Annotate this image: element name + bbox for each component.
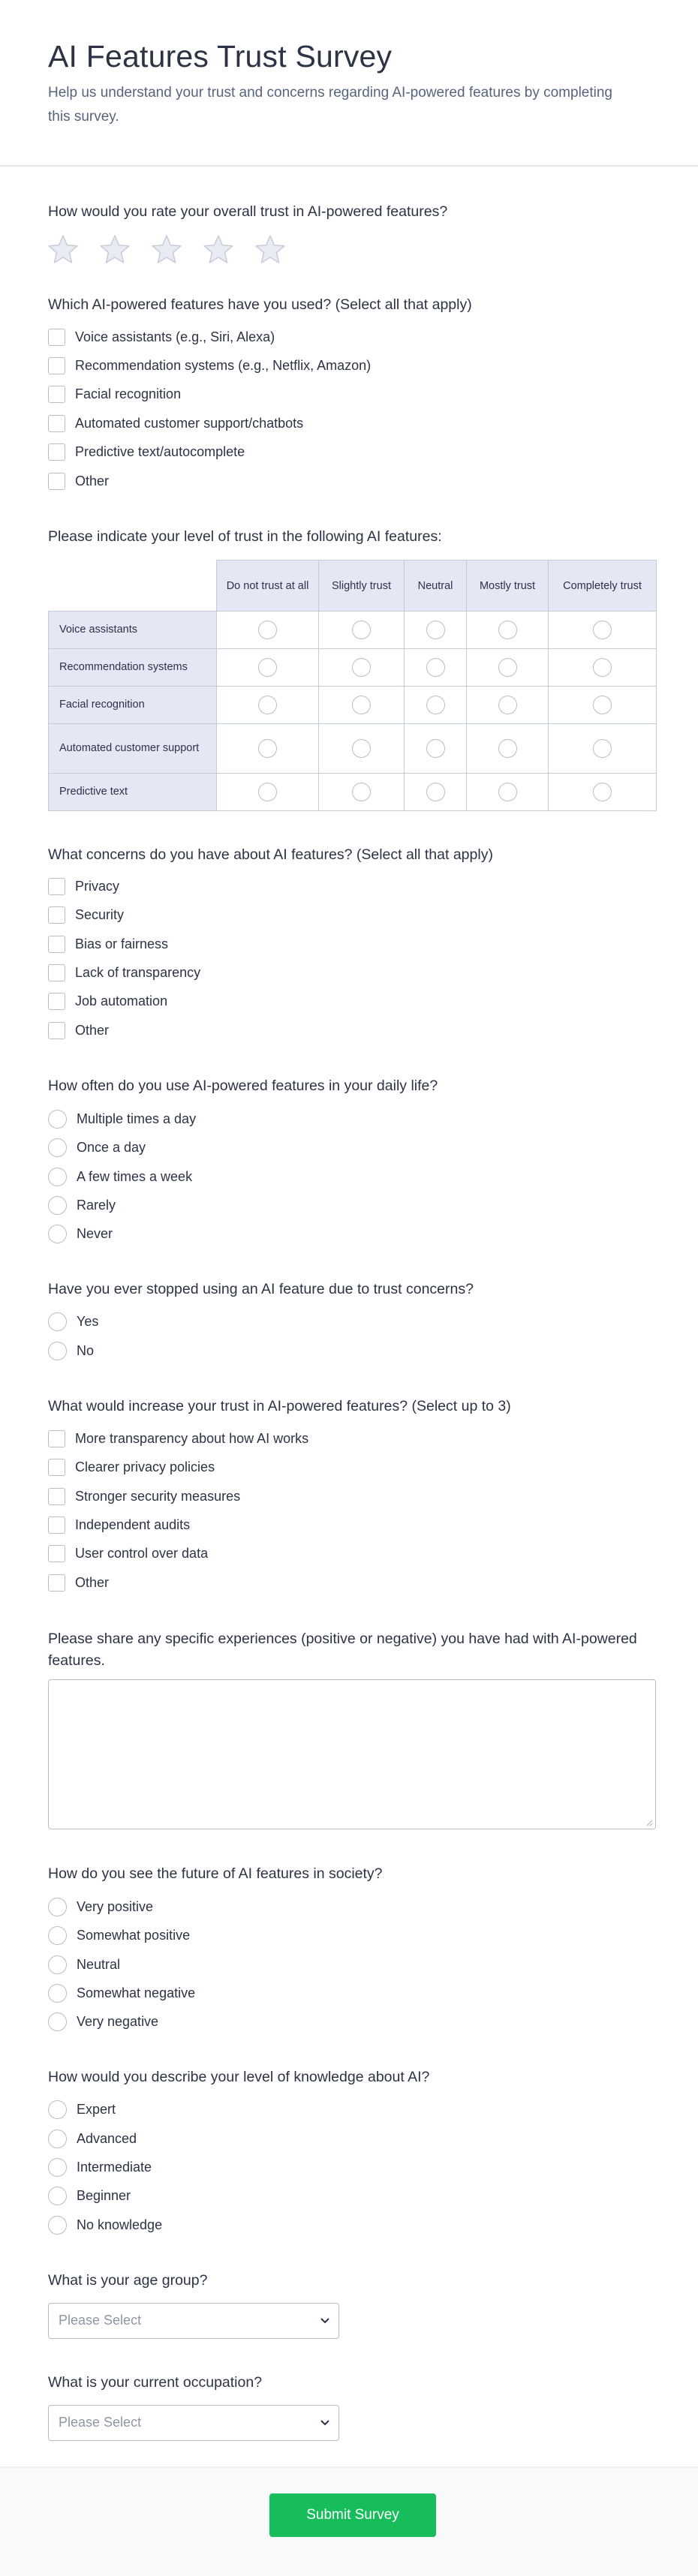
matrix-row-label: Automated customer support <box>49 724 217 774</box>
q11-label: What is your age group? <box>48 2272 208 2289</box>
option-label: Very positive <box>77 1898 154 1914</box>
q9-option[interactable] <box>48 1925 190 1946</box>
submit-button[interactable]: Submit Survey <box>269 2493 436 2537</box>
q9-option[interactable] <box>48 1954 120 1975</box>
star-icon[interactable] <box>98 233 131 266</box>
q10-option[interactable] <box>48 2214 162 2235</box>
matrix-column-header: Slightly trust <box>319 561 405 612</box>
option-label: Beginner <box>77 2187 131 2203</box>
q5-option[interactable] <box>48 1195 116 1216</box>
checkbox[interactable] <box>48 1430 65 1447</box>
matrix-radio[interactable] <box>593 621 612 639</box>
matrix-row <box>49 687 657 724</box>
radio[interactable] <box>48 1955 67 1974</box>
option-label: Other <box>75 1022 110 1038</box>
matrix-row-label: Facial recognition <box>49 687 217 724</box>
matrix-radio[interactable] <box>426 621 445 639</box>
q7-option[interactable] <box>48 1514 190 1535</box>
option-label: Other <box>75 1574 110 1590</box>
option-label: Job automation <box>75 993 168 1008</box>
radio[interactable] <box>48 2158 67 2177</box>
q2-option[interactable] <box>48 413 303 434</box>
radio[interactable] <box>48 1342 67 1360</box>
option-label: Facial recognition <box>75 386 182 401</box>
option-label: Privacy <box>75 878 120 894</box>
matrix-radio[interactable] <box>593 783 612 801</box>
q2-option[interactable] <box>48 326 275 347</box>
q7-label: What would increase your trust in AI-powered features? (Select up to 3) <box>48 1398 511 1414</box>
chevron-down-icon <box>319 2316 331 2326</box>
option-label: Neutral <box>77 1956 121 1972</box>
radio[interactable] <box>48 2100 67 2119</box>
checkbox[interactable] <box>48 386 65 403</box>
page-title: AI Features Trust Survey <box>48 39 393 74</box>
q5-option[interactable] <box>48 1223 113 1244</box>
option-label: Predictive text/autocomplete <box>75 443 245 459</box>
option-label: Lack of transparency <box>75 964 201 980</box>
star-icon[interactable] <box>202 233 235 266</box>
q7-option[interactable] <box>48 1572 109 1593</box>
q8-label: Please share any specific experiences (positive or negative) you have had with AI-powered features. <box>48 1631 637 1669</box>
matrix-radio[interactable] <box>352 696 371 714</box>
q4-option[interactable] <box>48 904 124 925</box>
matrix-radio[interactable] <box>352 739 371 758</box>
radio[interactable] <box>48 1196 67 1215</box>
trust-matrix <box>48 560 657 811</box>
q2-option[interactable] <box>48 383 181 404</box>
option-label: Once a day <box>77 1139 146 1155</box>
matrix-radio[interactable] <box>258 658 277 677</box>
q10-option[interactable] <box>48 2185 131 2206</box>
matrix-radio[interactable] <box>593 696 612 714</box>
radio[interactable] <box>48 1898 67 1916</box>
q10-option[interactable] <box>48 2128 137 2149</box>
option-label: Advanced <box>77 2130 137 2146</box>
option-label: Somewhat positive <box>77 1927 191 1943</box>
matrix-radio[interactable] <box>498 739 517 758</box>
matrix-radio[interactable] <box>352 783 371 801</box>
option-label: Stronger security measures <box>75 1488 241 1504</box>
radio[interactable] <box>48 1312 67 1331</box>
option-label: Other <box>75 473 110 488</box>
q12-label: What is your current occupation? <box>48 2374 263 2391</box>
q4-option[interactable] <box>48 1020 109 1041</box>
option-label: A few times a week <box>77 1168 193 1184</box>
matrix-radio[interactable] <box>426 696 445 714</box>
matrix-radio[interactable] <box>426 783 445 801</box>
q5-label: How often do you use AI-powered features in your daily life? <box>48 1078 438 1094</box>
matrix-radio[interactable] <box>258 739 277 758</box>
checkbox[interactable] <box>48 1545 65 1562</box>
q7-option[interactable] <box>48 1543 208 1564</box>
option-label: Somewhat negative <box>77 1985 196 2000</box>
q10-option[interactable] <box>48 2157 152 2178</box>
matrix-radio[interactable] <box>258 696 277 714</box>
option-label: No knowledge <box>77 2217 163 2232</box>
option-label: Rarely <box>77 1197 116 1213</box>
survey-header <box>0 0 698 167</box>
option-label: Automated customer support/chatbots <box>75 415 304 431</box>
matrix-row-label: Predictive text <box>49 774 217 811</box>
q3-label: Please indicate your level of trust in the following AI features: <box>48 528 442 545</box>
q9-option[interactable] <box>48 1896 153 1917</box>
option-label: Multiple times a day <box>77 1111 197 1126</box>
q1-label: How would you rate your overall trust in AI-powered features? <box>48 203 448 220</box>
checkbox[interactable] <box>48 357 65 374</box>
q7-option[interactable] <box>48 1456 215 1477</box>
option-label: Yes <box>77 1313 99 1329</box>
q4-option[interactable] <box>48 933 168 954</box>
matrix-radio[interactable] <box>593 739 612 758</box>
checkbox[interactable] <box>48 1574 65 1592</box>
matrix-radio[interactable] <box>498 658 517 677</box>
matrix-row <box>49 612 657 649</box>
option-label: No <box>77 1342 95 1358</box>
q5-option[interactable] <box>48 1137 146 1158</box>
q4-option[interactable] <box>48 876 119 897</box>
option-label: User control over data <box>75 1545 209 1561</box>
option-label: Recommendation systems (e.g., Netflix, Amazon) <box>75 357 372 373</box>
radio[interactable] <box>48 1984 67 2003</box>
q10-label: How would you describe your level of knowledge about AI? <box>48 2069 430 2085</box>
q7-option[interactable] <box>48 1486 240 1507</box>
checkbox[interactable] <box>48 1022 65 1039</box>
checkbox[interactable] <box>48 1516 65 1534</box>
page-subtitle: Help us understand your trust and concerns regarding AI-powered features by completing this survey. <box>48 85 612 125</box>
option-label: Very negative <box>77 2013 159 2029</box>
matrix-radio[interactable] <box>593 658 612 677</box>
star-icon[interactable] <box>47 233 80 266</box>
experiences-textarea[interactable] <box>48 1679 656 1829</box>
option-label: Independent audits <box>75 1516 191 1532</box>
checkbox[interactable] <box>48 964 65 981</box>
q7-option[interactable] <box>48 1428 308 1449</box>
chevron-down-icon <box>319 2418 331 2428</box>
age-group-select[interactable] <box>48 2303 339 2339</box>
option-label: Clearer privacy policies <box>75 1459 215 1474</box>
q5-option[interactable] <box>48 1108 196 1129</box>
matrix-radio[interactable] <box>352 658 371 677</box>
matrix-row-label: Voice assistants <box>49 612 217 649</box>
checkbox[interactable] <box>48 1488 65 1505</box>
q4-label: What concerns do you have about AI features? (Select all that apply) <box>48 846 493 863</box>
matrix-radio[interactable] <box>426 658 445 677</box>
matrix-column-header: Mostly trust <box>467 561 549 612</box>
resize-grip-icon[interactable] <box>645 1819 653 1826</box>
matrix-row <box>49 724 657 774</box>
checkbox[interactable] <box>48 473 65 490</box>
q9-label: How do you see the future of AI features in society? <box>48 1865 383 1882</box>
occupation-select[interactable] <box>48 2405 339 2441</box>
select-placeholder: Please Select <box>59 2313 142 2328</box>
option-label: Security <box>75 906 125 922</box>
checkbox[interactable] <box>48 329 65 346</box>
checkbox[interactable] <box>48 415 65 432</box>
form-footer <box>0 2466 698 2576</box>
q9-option[interactable] <box>48 1982 195 2003</box>
q2-label: Which AI-powered features have you used? (Select all that apply) <box>48 296 472 313</box>
matrix-row <box>49 649 657 687</box>
q9-option[interactable] <box>48 2011 158 2032</box>
option-label: Voice assistants (e.g., Siri, Alexa) <box>75 329 275 344</box>
q6-label: Have you ever stopped using an AI feature due to trust concerns? <box>48 1281 474 1297</box>
option-label: More transparency about how AI works <box>75 1430 309 1446</box>
q10-option[interactable] <box>48 2099 116 2120</box>
q4-option[interactable] <box>48 962 200 983</box>
q6-option[interactable] <box>48 1311 98 1332</box>
matrix-radio[interactable] <box>426 739 445 758</box>
matrix-column-header: Neutral <box>405 561 467 612</box>
radio[interactable] <box>48 1926 67 1945</box>
checkbox[interactable] <box>48 906 65 924</box>
matrix-column-header: Completely trust <box>549 561 657 612</box>
radio[interactable] <box>48 1110 67 1129</box>
radio[interactable] <box>48 1225 67 1243</box>
checkbox[interactable] <box>48 443 65 461</box>
star-icon[interactable] <box>254 233 287 266</box>
checkbox[interactable] <box>48 1459 65 1476</box>
matrix-row-label: Recommendation systems <box>49 649 217 687</box>
q2-option[interactable] <box>48 470 109 491</box>
checkbox[interactable] <box>48 936 65 953</box>
q6-option[interactable] <box>48 1340 94 1361</box>
matrix-radio[interactable] <box>498 696 517 714</box>
matrix-row <box>49 774 657 811</box>
radio[interactable] <box>48 2187 67 2205</box>
radio[interactable] <box>48 2216 67 2235</box>
radio[interactable] <box>48 2130 67 2148</box>
radio[interactable] <box>48 1168 67 1186</box>
option-label: Expert <box>77 2101 116 2117</box>
matrix-radio[interactable] <box>352 621 371 639</box>
radio[interactable] <box>48 2012 67 2031</box>
q4-option[interactable] <box>48 990 167 1011</box>
radio[interactable] <box>48 1138 67 1157</box>
checkbox[interactable] <box>48 993 65 1010</box>
star-icon[interactable] <box>150 233 183 266</box>
star-rating <box>47 233 305 266</box>
checkbox[interactable] <box>48 878 65 895</box>
matrix-radio[interactable] <box>498 621 517 639</box>
option-label: Bias or fairness <box>75 936 169 951</box>
matrix-radio[interactable] <box>258 621 277 639</box>
q5-option[interactable] <box>48 1166 192 1187</box>
matrix-radio[interactable] <box>498 783 517 801</box>
matrix-column-header: Do not trust at all <box>217 561 319 612</box>
q2-option[interactable] <box>48 441 245 462</box>
select-placeholder: Please Select <box>59 2415 142 2430</box>
matrix-radio[interactable] <box>258 783 277 801</box>
option-label: Intermediate <box>77 2159 152 2175</box>
q2-option[interactable] <box>48 355 371 376</box>
option-label: Never <box>77 1225 113 1241</box>
